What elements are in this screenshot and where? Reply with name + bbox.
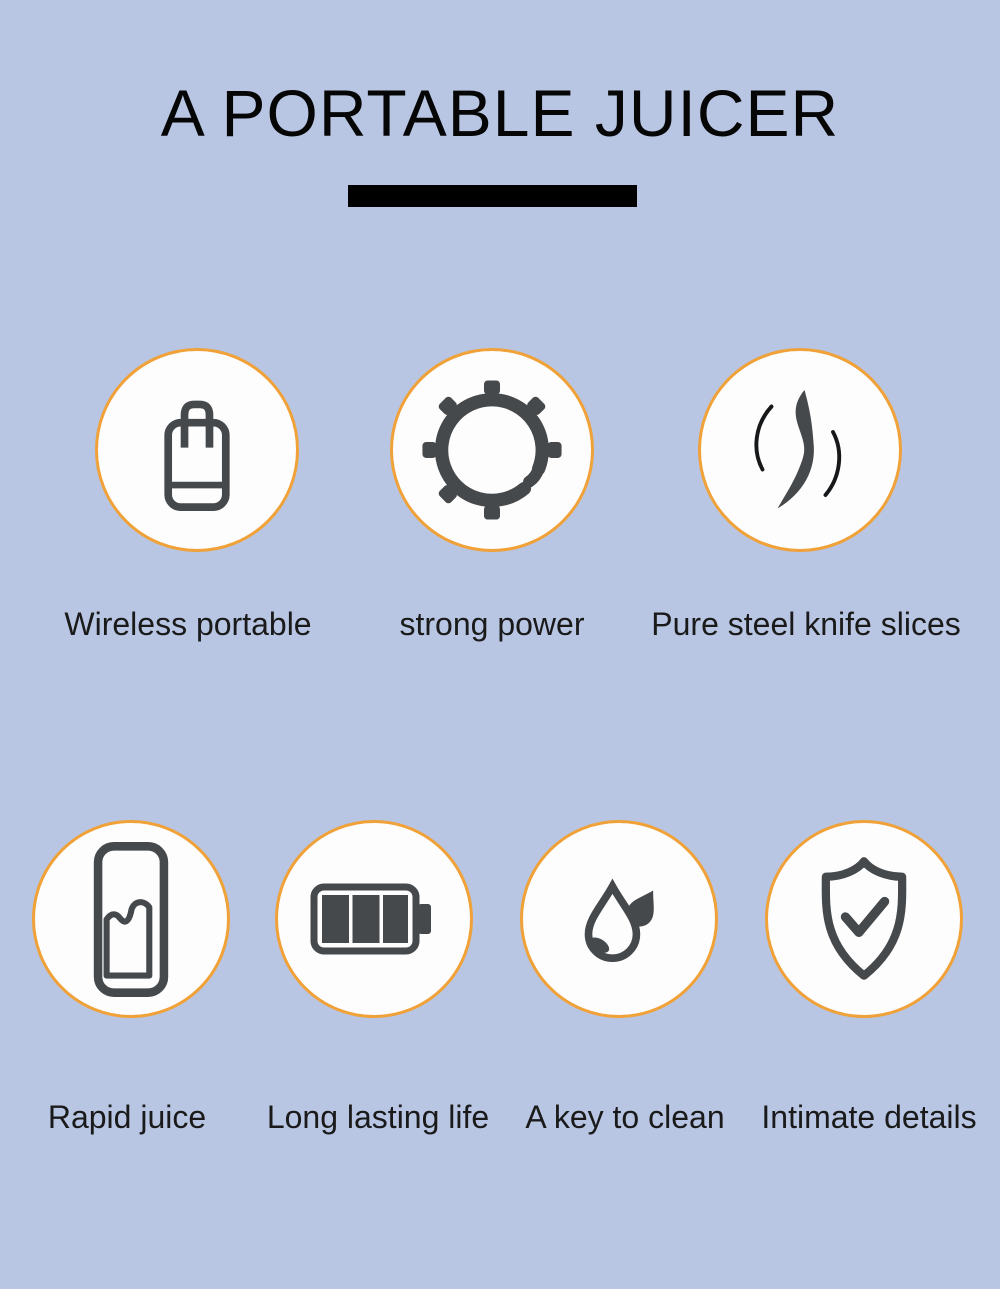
curved-blades-icon xyxy=(725,375,875,525)
page-title: A PORTABLE JUICER xyxy=(160,76,840,150)
feature-circle-long-lasting xyxy=(275,820,473,1018)
water-drops-icon xyxy=(558,858,680,980)
feature-label-rapid-juice: Rapid juice xyxy=(47,1099,207,1135)
feature-circle-intimate-details xyxy=(765,820,963,1018)
feature-circle-wireless-portable xyxy=(95,348,299,552)
gear-icon xyxy=(418,376,566,524)
feature-circle-steel-knife xyxy=(698,348,902,552)
feature-label-wireless-portable: Wireless portable xyxy=(64,606,312,642)
juice-glass-icon xyxy=(87,839,175,1000)
shield-check-icon xyxy=(806,851,922,987)
title-underline xyxy=(348,185,637,207)
feature-label-long-lasting: Long lasting life xyxy=(266,1099,490,1135)
battery-icon xyxy=(308,873,440,965)
feature-circle-strong-power xyxy=(390,348,594,552)
shopping-bag-icon xyxy=(149,388,245,513)
feature-label-strong-power: strong power xyxy=(399,606,585,642)
feature-label-key-to-clean: A key to clean xyxy=(525,1099,725,1135)
feature-label-steel-knife: Pure steel knife slices xyxy=(651,606,961,642)
feature-circle-key-to-clean xyxy=(520,820,718,1018)
feature-label-intimate-details: Intimate details xyxy=(761,1099,977,1135)
feature-circle-rapid-juice xyxy=(32,820,230,1018)
